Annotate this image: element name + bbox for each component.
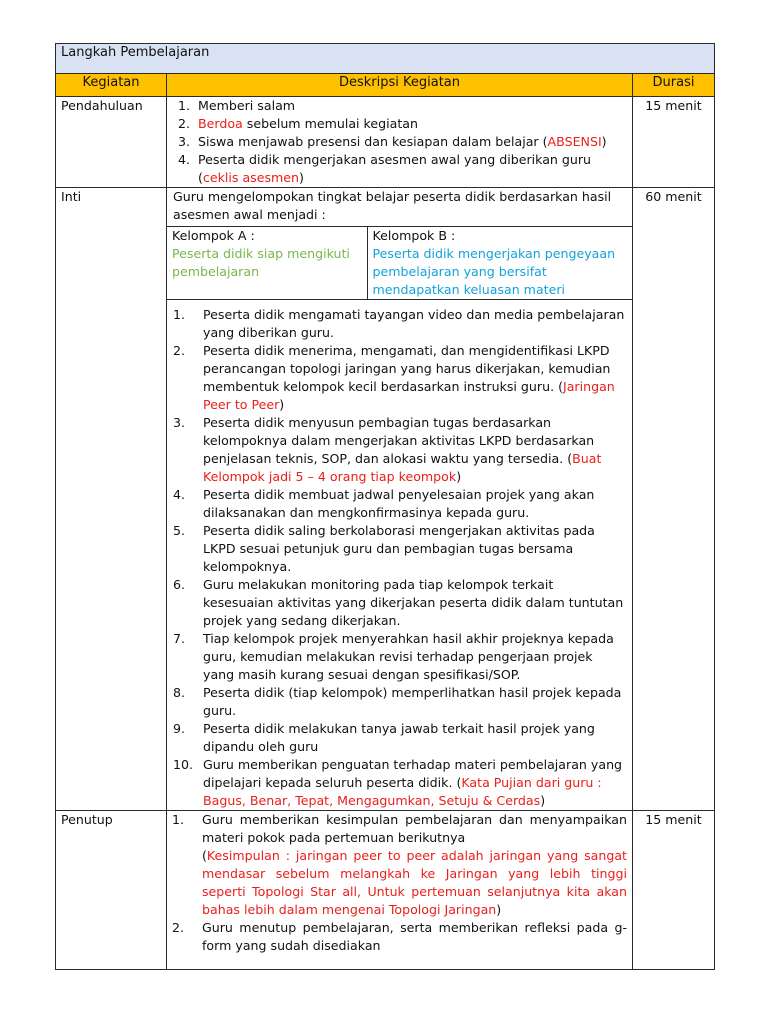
header-deskripsi: Deskripsi Kegiatan [167,74,633,97]
list-item: 6. Guru melakukan monitoring pada tiap kelompok terkait kesesuaian aktivitas yang dikerjakan peserta didik dalam tuntutan projek yang sedang dikerjakan. [173,577,624,628]
pendahuluan-duration: 15 menit [633,97,715,188]
list-item: 2. Peserta didik menerima, mengamati, dan mengidentifikasi LKPD perancangan topologi jaringan yang harus dikerjakan, kemudian membentuk kelompok kecil berdasarkan instruksi guru. (Jaringan Peer to Peer) [173,343,615,412]
table-title: Langkah Pembelajaran [56,44,715,74]
group-a-label: Kelompok A : [172,228,255,243]
group-b-cell [367,227,632,300]
group-b-label: Kelompok B : [372,228,456,243]
pendahuluan-label: Pendahuluan [56,97,167,188]
inti-intro: Guru mengelompokan tingkat belajar peserta didik berdasarkan hasil asesmen awal menjadi : [173,189,612,222]
list-item: 5. Peserta didik saling berkolaborasi mengerjakan aktivitas pada LKPD sesuai petunjuk guru dan pembagian tugas bersama kelompoknya. [173,523,595,574]
group-table [167,226,632,300]
row-inti [56,188,715,811]
group-b-description: Peserta didik mengerjakan pengeyaan pembelajaran yang bersifat mendapatkan keluasan materi [372,246,616,297]
inti-description [167,188,633,811]
list-item: 4. Peserta didik mengerjakan asesmen awal yang diberikan guru (ceklis asesmen) [194,151,627,187]
list-item: 1. Memberi salam [194,97,627,115]
list-item: 3. Peserta didik menyusun pembagian tugas berdasarkan kelompoknya dalam mengerjakan aktivitas LKPD berdasarkan penjelasan teknis, SOP, dan alokasi waktu yang tersedia. (Buat Kelompok jadi 5 – 4 orang tiap keompok) [173,415,602,484]
row-penutup [56,811,715,970]
list-item: 9. Peserta didik melakukan tanya jawab terkait hasil projek yang dipandu oleh guru [173,721,595,754]
group-a-cell [167,227,367,300]
inti-label: Inti [56,188,167,811]
lesson-steps-table [55,43,715,970]
list-item: 8. Peserta didik (tiap kelompok) memperlihatkan hasil projek kepada guru. [173,685,622,718]
list-item: 4. Peserta didik membuat jadwal penyelesaian projek yang akan dilaksanakan dan mengkonfirmasinya kepada guru. [173,487,595,520]
group-a-description: Peserta didik siap mengikuti pembelajaran [172,246,350,279]
pendahuluan-description [167,97,633,188]
penutup-list [172,811,627,955]
pendahuluan-list [172,97,627,187]
header-durasi: Durasi [633,74,715,97]
list-item: 7. Tiap kelompok projek menyerahkan hasil akhir projeknya kepada guru, kemudian melakukan revisi terhadap pengerjaan projek yang masih kurang sesuai dengan spesifikasi/SOP. [173,631,614,682]
inti-duration: 60 menit [633,188,715,811]
header-kegiatan: Kegiatan [56,74,167,97]
list-item: 1. Peserta didik mengamati tayangan video dan media pembelajaran yang diberikan guru. [173,307,625,340]
row-pendahuluan [56,97,715,188]
list-item: 10. Guru memberikan penguatan terhadap materi pembelajaran yang dipelajari kepada seluruh peserta didik. (Kata Pujian dari guru : Bagus, Benar, Tepat, Mengagumkan, Setuju & Cerdas) [173,757,623,808]
penutup-label: Penutup [56,811,167,970]
penutup-duration: 15 menit [633,811,715,970]
list-item: 2. Berdoa sebelum memulai kegiatan [194,115,627,133]
inti-list [173,306,626,810]
penutup-description [167,811,633,970]
title-row [56,44,715,74]
list-item: 3. Siswa menjawab presensi dan kesiapan dalam belajar (ABSENSI) [194,133,627,151]
list-item: 1. Guru memberikan kesimpulan pembelajaran dan menyampaikan materi pokok pada pertemuan berikutnya (Kesimpulan : jaringan peer to peer adalah jaringan yang sangat mendasar sebelum melangkah ke Jaringan yang lebih tinggi seperti Topologi Star all, Untuk pertemuan selanjutnya kita akan bahas lebih dalam mengenai Topologi Jaringan) [172,812,627,917]
header-row [56,74,715,97]
list-item: 2. Guru menutup pembelajaran, serta memberikan refleksi pada g-form yang sudah disediakan [172,920,627,953]
